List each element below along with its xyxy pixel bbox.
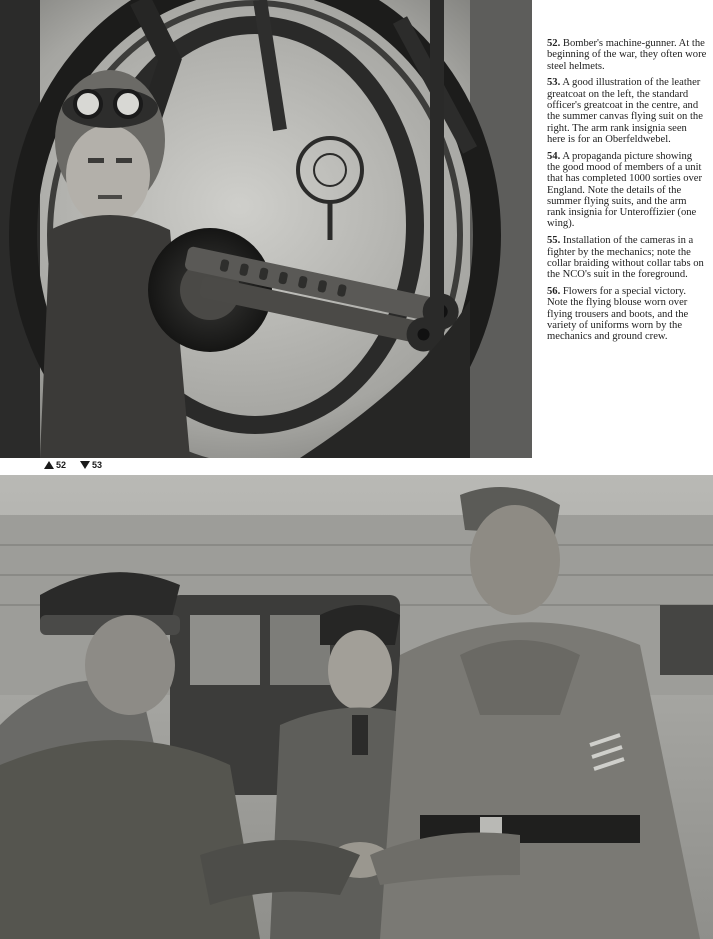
- marker-up-label: 52: [56, 460, 67, 470]
- caption-text: Installation of the cameras in a fighter by the mechanics; note the collar braiding without collar tabs on the NCO's suit in the foreground.: [547, 235, 704, 281]
- caption-52: [547, 38, 707, 72]
- marker-down-label: 53: [92, 460, 103, 470]
- caption-text: Flowers for a special victory. Note the flying blouse worn over flying trousers and boots, and the variety of uniforms worn by the mechanics and ground crew.: [547, 285, 689, 343]
- caption-53: [547, 77, 707, 145]
- caption-number: 55.: [547, 235, 561, 247]
- marker-up: [44, 460, 66, 470]
- caption-55: [547, 235, 707, 280]
- handshake-photo-image: [0, 475, 713, 939]
- caption-column: [547, 38, 707, 348]
- caption-56: [547, 286, 707, 342]
- photo-markers: [44, 460, 102, 470]
- handshake-photo: [0, 475, 713, 939]
- triangle-down-icon: [80, 461, 90, 469]
- caption-number: 56.: [547, 285, 561, 297]
- caption-text: Bomber's machine-gunner. At the beginning of the war, they often wore steel helmets.: [547, 38, 707, 72]
- machine-gunner-photo: [0, 0, 532, 458]
- caption-text: A propaganda picture showing the good mood of members of a unit that has completed 1000 sorties over England. Note the details of the summer flying suits, and the arm rank insignia for Unteroffizier (one wing).: [547, 150, 703, 230]
- caption-number: 54.: [547, 150, 561, 162]
- caption-54: [547, 151, 707, 230]
- marker-down: [80, 460, 102, 470]
- caption-number: 53.: [547, 77, 561, 89]
- machine-gunner-photo-image: [0, 0, 532, 458]
- caption-text: A good illustration of the leather greatcoat on the left, the standard officer's greatcoat in the centre, and the summer canvas flying suit on the right. The arm rank insignia seen here is for an Oberfeldwebel.: [547, 77, 703, 145]
- caption-number: 52.: [547, 38, 561, 49]
- triangle-up-icon: [44, 461, 54, 469]
